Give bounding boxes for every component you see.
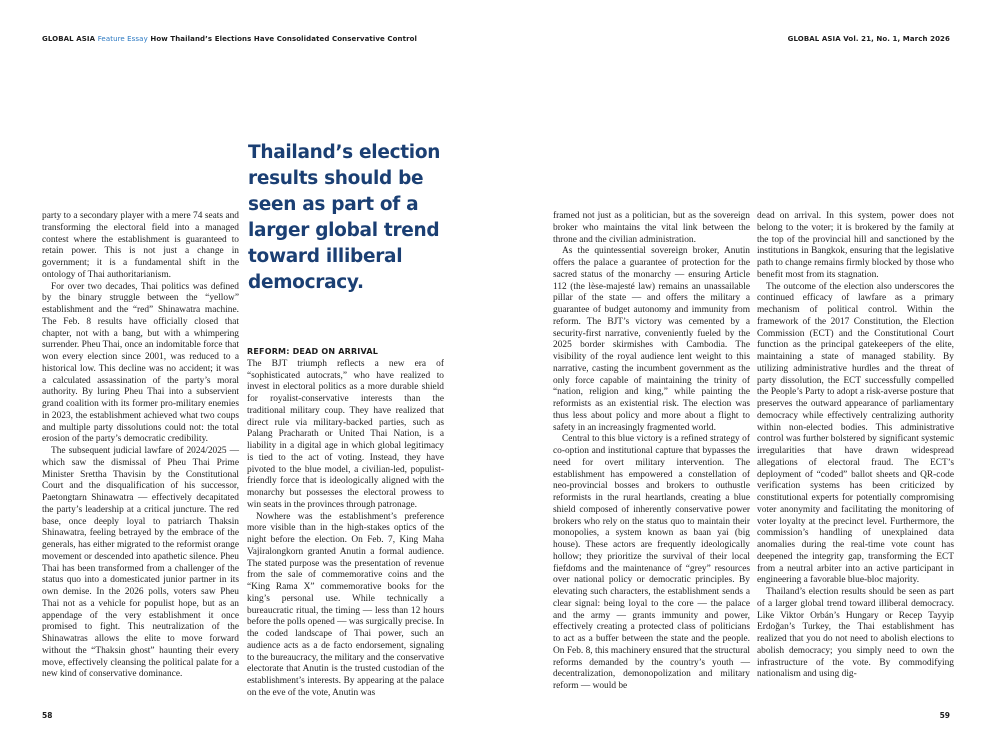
page-number-right: 59 (939, 711, 950, 720)
paragraph: The outcome of the election also underscores the continued efficacy of lawfare as a primary mechanism of political control. Within the framework of the 2017 Constitution, the Election Commission (ECT) and the Constitutional Court function as the principal gatekeepers of the elite, maintaining a state of managed stability. By utilizing administrative hurdles and the threat of party dissolution, the ECT successfully compelled the People’s Party to adopt a risk-averse posture that preserves the outward appearance of parliamentary democracy while effectively centralizing authority within non-elected bodies. This administrative control was further bolstered by significant systemic irregularities that have drawn widespread allegations of electoral fraud. The ECT’s deployment of “coded” ballot sheets and QR-code verification systems has been criticized by constitutional experts for potentially compromising voter anonymity and facilitating the monitoring of voter loyalty at the precinct level. Furthermore, the commission’s handling of unexplained data anomalies during the real-time vote count has deepened the integrity gap, transforming the ECT from a neutral arbiter into an active participant in engineering a favorable blue-bloc majority. (757, 281, 954, 586)
paragraph: As the quintessential sovereign broker, Anutin offers the palace a guarantee of protection for the sacred status of the monarchy — ensuring Article 112 (the lèse-majesté law) remains an unassailable pillar of the state — and offers the military a guarantee of budget autonomy and immunity from reform. The BJT’s victory was cemented by a security-first narrative, conveniently fueled by the 2025 border skirmishes with Cambodia. The visibility of the royal audience lent weight to this narrative, casting the incumbent government as the only force capable of maintaining the trinity of “nation, religion and king,” while painting the reformists as an existential risk. The election was thus less about policy and more about a flight to safety in an increasingly fragmented world. (553, 246, 750, 433)
running-header-right: GLOBAL ASIA Vol. 21, No. 1, March 2026 (787, 35, 950, 43)
paragraph: For over two decades, Thai politics was defined by the binary struggle between the “yellow” establishment and the “red” Shinawatra machine. The Feb. 8 results have officially closed that chapter, not with a bang, but with a whimpering surrender. Pheu Thai, once an indomitable force that won every election since 2001, was reduced to a historical low. This decline was no accident; it was a calculated assassination of the party’s moral authority. By luring Pheu Thai into a subservient grand coalition with its former pro-military enemies in 2023, the establishment achieved what two coups and multiple party dissolutions could not: the total erosion of the party’s democratic credibility. (42, 281, 239, 445)
running-header-left (42, 35, 417, 43)
right-page-column-1 (553, 211, 750, 693)
header-brand: GLOBAL ASIA (42, 35, 96, 43)
paragraph: Thailand’s election results should be seen as part of a larger global trend toward illiberal democracy. Like Viktor Orbán’s Hungary or Recep Tayyip Erdoğan’s Turkey, the Thai establishment has realized that you do not need to abolish elections to abolish democracy; you simply need to own the infrastructure of the vote. By commodifying nationalism and using dig- (757, 587, 954, 680)
paragraph: dead on arrival. In this system, power does not belong to the voter; it is brokered by the family at the top of the provincial hill and sanctioned by the institutions in Bangkok, ensuring that the legislative path to change remains firmly blocked by those who benefit most from its stagnation. (757, 211, 954, 280)
right-page-column-2 (757, 211, 954, 681)
paragraph: framed not just as a politician, but as the sovereign broker who maintains the vital link between the throne and the civilian administration. (553, 211, 750, 245)
pull-quote: Thailand’s election results should be seen as part of a larger global trend toward illiberal democracy. (248, 142, 441, 293)
paragraph: party to a secondary player with a mere 74 seats and transforming the electoral field into a managed contest where the establishment is guaranteed to retain power. This is not just a change in government; it is a fundamental shift in the ontology of Thai authoritarianism. (42, 211, 239, 280)
header-article-title: How Thailand’s Elections Have Consolidated Conservative Control (150, 35, 418, 43)
paragraph: The subsequent judicial lawfare of 2024/2025 — which saw the dismissal of Pheu Thai Prime Minister Srettha Thavisin by the Constitutional Court and the disqualification of his successor, Paetongtarn Shinawatra — effectively decapitated the party’s leadership at a critical juncture. The red base, once deeply loyal to patriarch Thaksin Shinawatra, feeling betrayed by the embrace of the generals, has either migrated to the reformist orange movement or descended into apathetic silence. Pheu Thai has been transformed from a challenger of the status quo into a domesticated junior partner in its own demise. In the 2026 polls, voters saw Pheu Thai not as a vehicle for populist hope, but as an appendage of the very establishment it once promised to fight. This neutralization of the Shinawatras allows the elite to move forward without the “Thaksin ghost” haunting their every move, effectively cleansing the political palate for a new kind of conservative dominance. (42, 446, 239, 680)
section-heading: REFORM: DEAD ON ARRIVAL (247, 347, 379, 356)
paragraph: Nowhere was the establishment’s preference more visible than in the high-stakes optics of the night before the election. On Feb. 7, King Maha Vajiralongkorn granted Anutin a formal audience. The stated purpose was the presentation of revenue from the sale of commemorative coins and the “King Rama X” commemorative books for the king’s personal use. While technically a bureaucratic ritual, the timing — less than 12 hours before the polls opened — was surgically precise. In the coded landscape of Thai power, such an audience acts as a de facto endorsement, signaling to the bureaucracy, the military and the conservative electorate that Anutin is the trusted custodian of the establishment’s interests. By appearing at the palace on the eve of the vote, Anutin was (247, 511, 444, 698)
left-page-column-2 (247, 346, 444, 700)
page-number-left: 58 (42, 711, 53, 720)
left-page-column-1 (42, 211, 239, 681)
header-section: Feature Essay (97, 35, 148, 43)
paragraph: The BJT triumph reflects a new era of “sophisticated autocrats,” who have realized to invest in electoral politics as a more durable shield for royalist-conservative interests than the traditional military coup. They have realized that direct rule via military-backed parties, such as Palang Pracharath or United Thai Nation, is a liability in a digital age in which global legitimacy is tied to the act of voting. Instead, they have pivoted to the blue model, a civilian-led, populist-friendly force that is ideologically aligned with the monarchy but possesses the electoral prowess to win seats in the provinces through patronage. (247, 358, 444, 510)
paragraph: Central to this blue victory is a refined strategy of co-option and institutional capture that bypasses the need for overt military intervention. The establishment has empowered a constellation of neo-provincial bosses and brokers to outhustle reformists in the rural heartlands, creating a blue shield composed of inherently conservative power brokers who rely on the status quo to maintain their monopolies, a system known as baan yai (big house). These actors are frequently ideologically hollow; they prioritize the survival of their local fiefdoms and the maintenance of “grey” resources over national policy or democratic principles. By elevating such characters, the establishment sends a clear signal: being loyal to the core — the palace and the army — grants immunity and power, effectively creating a protected class of politicians to act as a buffer between the state and the people. On Feb. 8, this machinery ensured that the structural reforms demanded by the country’s youth — decentralization, demonopolization and military reform — would be (553, 434, 750, 691)
